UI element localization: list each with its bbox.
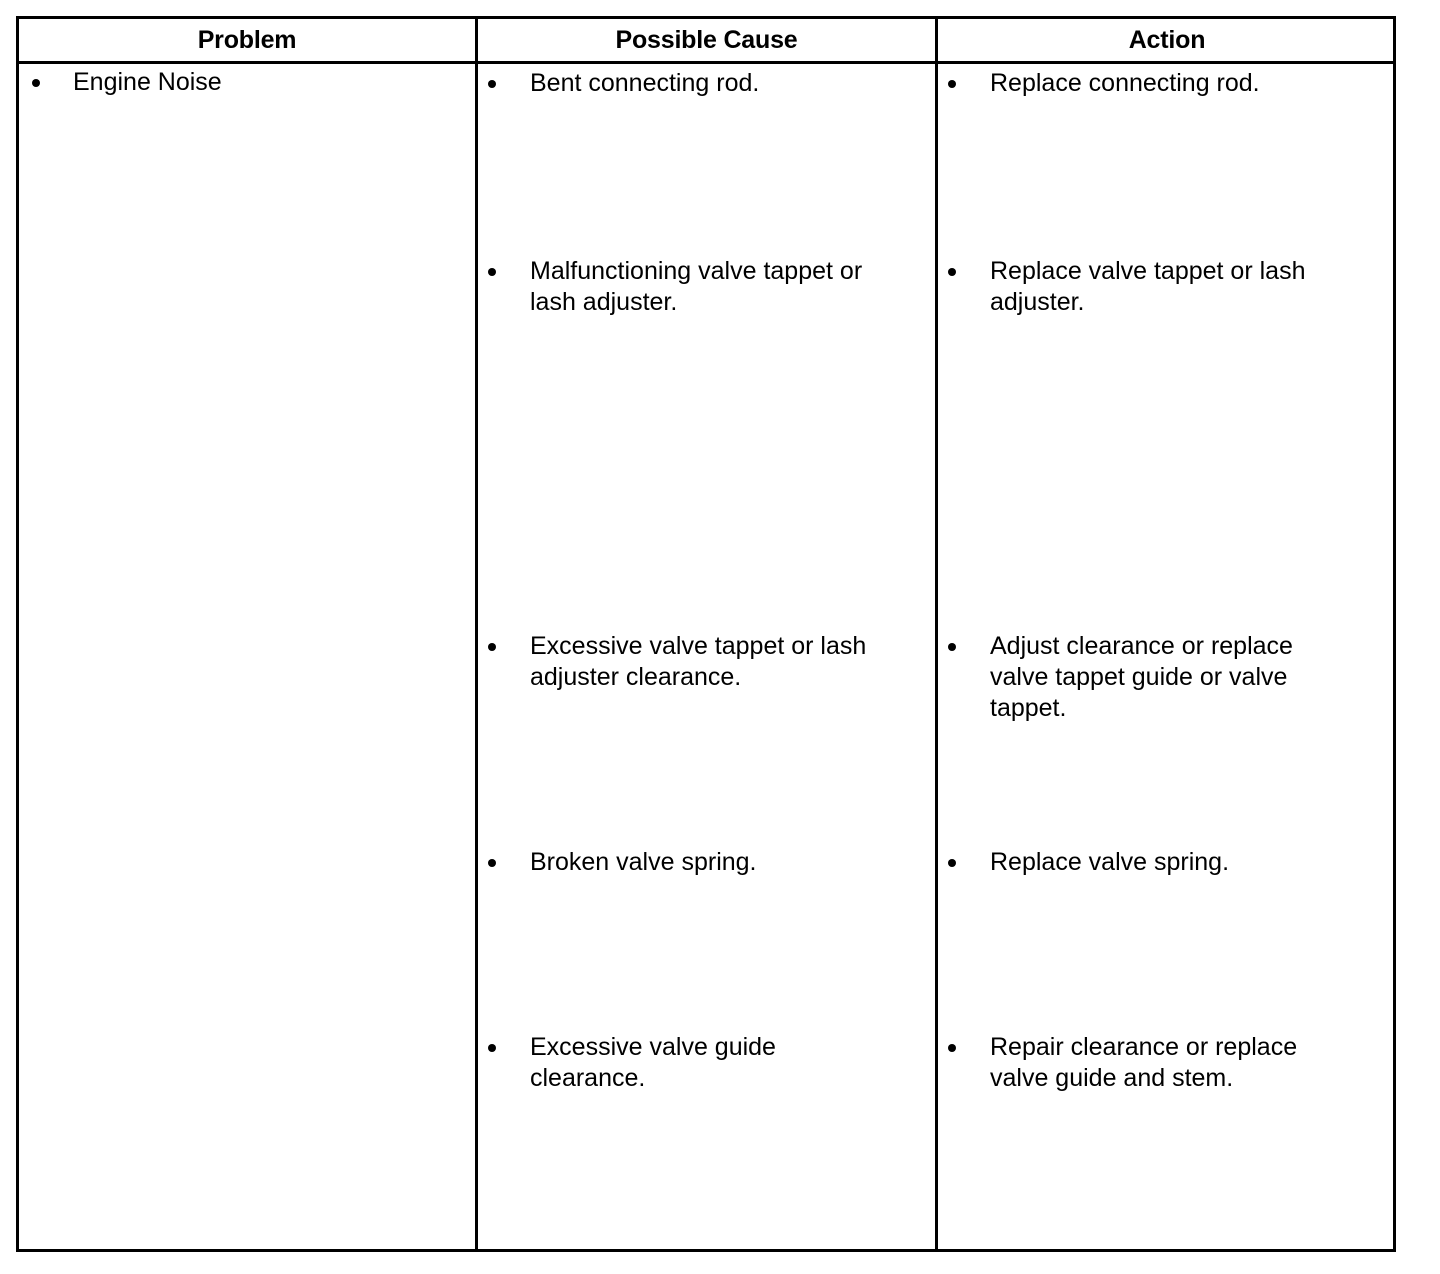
cause-text-3: Excessive valve tappet or lash adjuster clearance. bbox=[530, 632, 867, 691]
header-possible-cause bbox=[478, 19, 935, 61]
cause-text-4: Broken valve spring. bbox=[530, 848, 757, 876]
bullet-icon bbox=[488, 643, 496, 651]
header-divider bbox=[19, 61, 1393, 64]
header-action-label: Action bbox=[1128, 25, 1206, 54]
action-text-5: Repair clearance or replace valve guide and stem. bbox=[990, 1033, 1298, 1092]
bullet-icon bbox=[948, 643, 956, 651]
header-problem bbox=[19, 19, 475, 61]
cause-text-5: Excessive valve guide clearance. bbox=[530, 1033, 776, 1092]
troubleshooting-table bbox=[16, 16, 1396, 1252]
bullet-icon bbox=[948, 859, 956, 867]
action-text-1: Replace connecting rod. bbox=[990, 69, 1260, 97]
cause-text-2: Malfunctioning valve tappet or lash adjuster. bbox=[530, 257, 863, 316]
action-text-3: Adjust clearance or replace valve tappet guide or valve tappet. bbox=[990, 632, 1293, 722]
bullet-icon bbox=[948, 1044, 956, 1052]
bullet-icon bbox=[488, 859, 496, 867]
column-divider-2 bbox=[935, 19, 938, 1249]
bullet-icon bbox=[948, 80, 956, 88]
header-action bbox=[938, 19, 1396, 61]
action-text-4: Replace valve spring. bbox=[990, 848, 1230, 876]
column-divider-1 bbox=[475, 19, 478, 1249]
bullet-icon bbox=[32, 79, 40, 87]
cause-text-1: Bent connecting rod. bbox=[530, 69, 760, 97]
bullet-icon bbox=[488, 1044, 496, 1052]
header-problem-label: Problem bbox=[197, 25, 297, 54]
header-possible-cause-label: Possible Cause bbox=[615, 25, 798, 54]
action-text-2: Replace valve tappet or lash adjuster. bbox=[990, 257, 1306, 316]
bullet-icon bbox=[488, 80, 496, 88]
bullet-icon bbox=[488, 268, 496, 276]
bullet-icon bbox=[948, 268, 956, 276]
problem-text: Engine Noise bbox=[73, 68, 222, 96]
